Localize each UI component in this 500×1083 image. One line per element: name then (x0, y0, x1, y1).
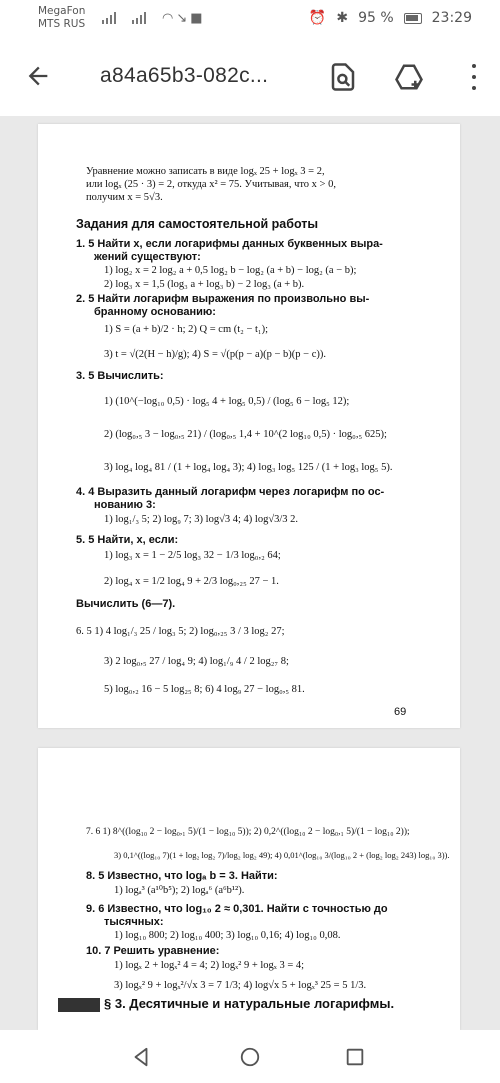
formula-line: 1) logₐ³ (a¹⁰b⁵); 2) logₐ⁶ (a⁶b¹²). (114, 885, 245, 896)
task-line: жений существуют: (94, 251, 201, 263)
status-right (309, 10, 472, 26)
formula-line: 1) (10^(−log₁₀ 0,5) · log₅ 4 + log₅ 0,5) / (log₅ 6 − log₅ 12); (104, 396, 350, 407)
document-page-69 (38, 124, 460, 728)
clock: 23:29 (431, 10, 472, 26)
subsection-line: Вычислить (6—7). (76, 598, 176, 610)
battery-icon (404, 13, 422, 24)
task-line: 3. 5 Вычислить: (76, 370, 164, 382)
formula-line: 3) 0,1^((log₁₀ 7)(1 + log₂ log₂ 7)/log₂ log₂ 49); 4) 0,01^(log₁₀ 3/(log₁₀ 2 + (log₂ log₂ 243) log₁₀ 3)). (114, 850, 450, 860)
status-bar (0, 0, 500, 40)
carrier-line2: MTS RUS (38, 18, 86, 30)
alarm-icon: ⏰ (308, 10, 327, 26)
section-title: § 3. Десятичные и натуральные логарифмы. (104, 996, 395, 1011)
add-to-drive-icon[interactable] (394, 62, 424, 92)
document-page-70 (38, 748, 460, 1030)
formula-line: 1) log₁₀ 800; 2) log₁₀ 400; 3) log₁₀ 0,16; 4) log₁₀ 0,08. (114, 930, 341, 941)
task-line: 1. 5 Найти x, если логарифмы данных буквенных выра- (76, 238, 383, 250)
formula-line: 1) log₁/₃ 5; 2) log₉ 7; 3) log√3 4; 4) log√3/3 2. (104, 514, 298, 525)
arrow-left-icon[interactable] (24, 62, 52, 90)
section-marker (58, 998, 100, 1012)
nav-recents-square-icon[interactable] (344, 1046, 366, 1068)
carrier-info (38, 5, 85, 31)
task-line: тысячных: (104, 916, 164, 928)
system-nav-bar (0, 1030, 500, 1083)
page-number: 69 (394, 706, 407, 718)
formula-line: 3) 2 log₀,₅ 27 / log₄ 9; 4) log₁/₉ 4 / 2 log₂₇ 8; (104, 656, 289, 667)
task-line: 8. 5 Известно, что logₐ b = 3. Найти: (86, 870, 278, 882)
formula-line: 2) log₃ x = 1,5 (log₃ a + log₃ b) − 2 log₃ (a + b). (104, 279, 305, 290)
signal-icon (102, 12, 116, 24)
document-search-icon[interactable] (328, 62, 358, 92)
nav-home-circle-icon[interactable] (239, 1046, 261, 1068)
task-line: 4. 4 Выразить данный логарифм через логарифм по ос- (76, 486, 385, 498)
document-title: a84a65b3-082c... (100, 64, 269, 87)
missed-call-icon: ↘ (176, 11, 191, 26)
formula-line: 3) log₄ log₄ 81 / (1 + log₄ log₄ 3); 4) log₃ log₅ 125 / (1 + log₃ log₅ 5). (104, 462, 393, 473)
task-line: 5. 5 Найти, x, если: (76, 534, 179, 546)
app-bar (0, 40, 500, 116)
formula-line: 1) log₂ x = 2 log₂ a + 0,5 log₂ b − log₂ (a + b) − log₂ (a − b); (104, 265, 357, 276)
signal-icon-2 (132, 12, 146, 24)
video-icon: ■ (190, 11, 206, 26)
text-line: получим x = 5√3. (86, 192, 163, 203)
text-line: Уравнение можно записать в виде logₓ 25 + logₓ 3 = 2, (86, 166, 325, 177)
section-heading: Задания для самостоятельной работы (76, 217, 319, 231)
formula-line: 2) (log₀,₅ 3 − log₀,₅ 21) / (log₀,₅ 1,4 + 10^(2 log₁₀ 0,5) · log₀,₅ 625); (104, 429, 387, 440)
more-vert-icon[interactable] (472, 64, 478, 90)
bluetooth-icon: ✱ (336, 10, 349, 26)
formula-line: 1) S = (a + b)/2 · h; 2) Q = cm (t₂ − t₁); (104, 324, 268, 335)
formula-line: 1) log₃ x = 1 − 2/5 log₃ 32 − 1/3 log₀,₂ 64; (104, 550, 281, 561)
formula-line: 3) t = √(2(H − h)/g); 4) S = √(p(p − a)(p − b)(p − c)). (104, 349, 327, 360)
text-line: или logₓ (25 · 3) = 2, откуда x² = 75. Учитывая, что x > 0, (86, 179, 336, 190)
formula-line: 3) logₓ² 9 + logₓ²/√x 3 = 7 1/3; 4) log√x 5 + logₓ³ 25 = 5 1/3. (114, 980, 367, 991)
formula-line: 7. 6 1) 8^((log₁₀ 2 − log₀,₁ 5)/(1 − log₁₀ 5)); 2) 0,2^((log₁₀ 2 − log₀,₁ 5)/(1 − log₁₀ 2)); (86, 827, 410, 837)
wifi-icon: ◠ (162, 11, 177, 26)
nav-back-triangle-icon[interactable] (130, 1046, 152, 1068)
formula-line: 1) logₓ 2 + logₓ² 4 = 4; 2) logₓ² 9 + logₓ 3 = 4; (114, 960, 305, 971)
formula-line: 5) log₀,₂ 16 − 5 log₂₅ 8; 6) 4 log₉ 27 − log₀,₅ 81. (104, 684, 305, 695)
battery-percent: 95 % (358, 10, 394, 26)
status-icons (162, 11, 206, 26)
task-line: бранному основанию: (94, 306, 216, 318)
task-line: нованию 3: (94, 499, 156, 511)
carrier-line1: MegaFon (38, 5, 86, 17)
task-line: 2. 5 Найти логарифм выражения по произвольно вы- (76, 293, 370, 305)
task-line: 9. 6 Известно, что log₁₀ 2 ≈ 0,301. Найти с точностью до (86, 903, 388, 915)
task-line: 10. 7 Решить уравнение: (86, 945, 220, 957)
formula-line: 6. 5 1) 4 log₁/₃ 25 / log₃ 5; 2) log₀,₂₅ 3 / 3 log₂ 27; (76, 626, 285, 637)
formula-line: 2) log₄ x = 1/2 log₄ 9 + 2/3 log₀,₂₅ 27 − 1. (104, 576, 279, 587)
